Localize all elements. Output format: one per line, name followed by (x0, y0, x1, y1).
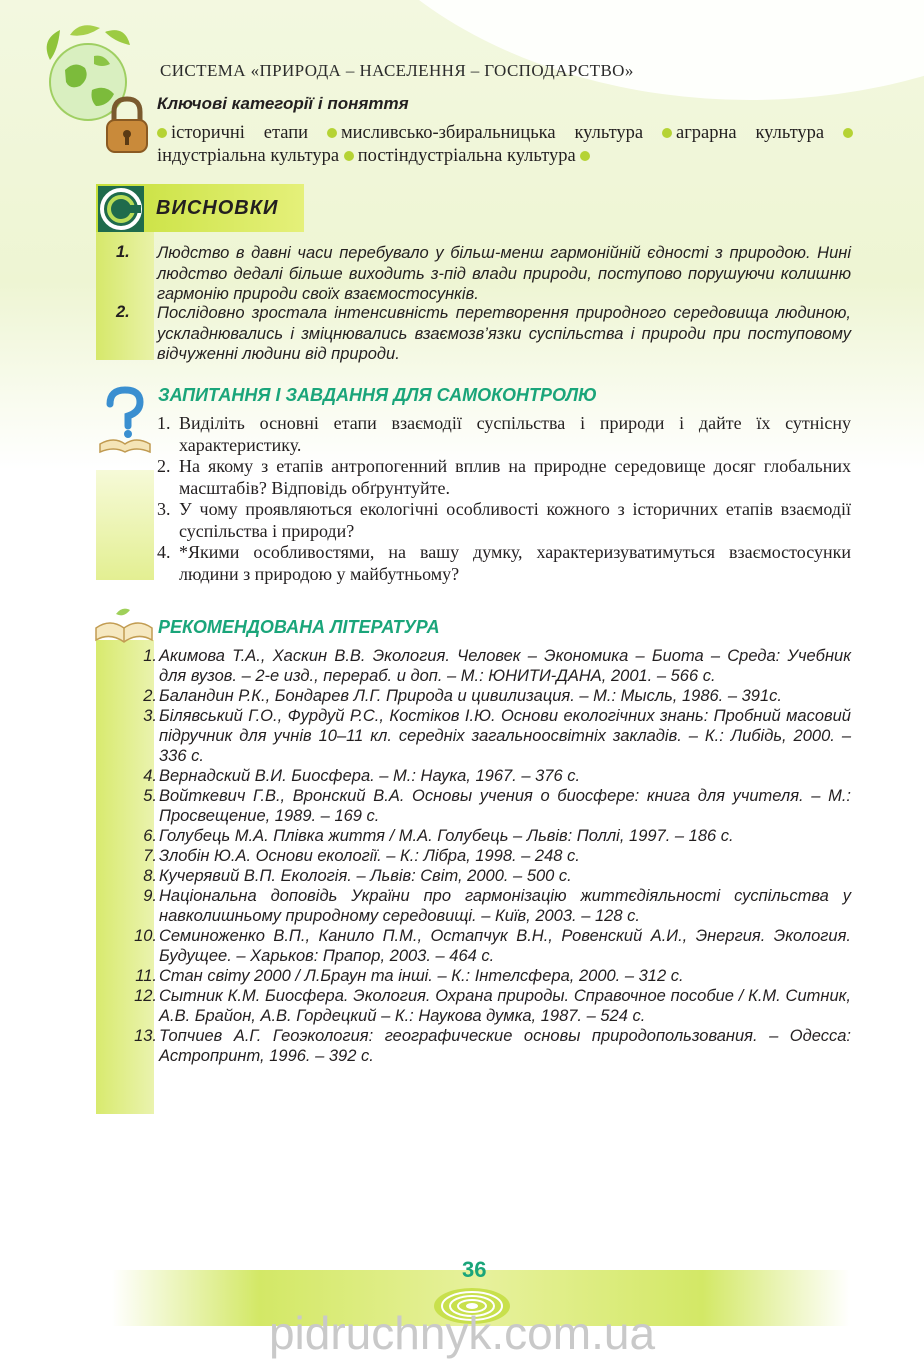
question-text: Виділіть основні етапи взаємодії суспільства і природи і дайте їх сутнісну характеристику. (179, 413, 851, 455)
key-concept-item: аграрна культура (675, 123, 825, 143)
literature-number: 12. (134, 987, 157, 1005)
literature-text: Вернадский В.И. Биосфера. – М.: Наука, 1967. – 376 с. (159, 767, 581, 785)
literature-item (100, 846, 851, 866)
page-number: 36 (462, 1257, 487, 1282)
key-concept-item: мисливсько-збиральницька культура (340, 123, 644, 143)
question-text: *Якими особливостями, на вашу думку, характеризуватимуться взаємостосунки людини з природою у майбутньому? (179, 542, 851, 584)
literature-item (100, 986, 851, 1026)
key-concept-item: індустріальна культура (157, 146, 340, 166)
literature-item (100, 706, 851, 766)
literature-item (100, 966, 851, 986)
literature-text: Голубець М.А. Плівка життя / М.А. Голубець – Львів: Поллі, 1997. – 186 с. (159, 827, 734, 845)
literature-item (100, 646, 851, 686)
bullet-dot (662, 128, 672, 138)
literature-number: 10. (134, 927, 157, 945)
literature-number: 5. (143, 787, 157, 805)
conclusion-number: 1. (116, 243, 130, 261)
questions-side-band (96, 470, 154, 580)
literature-number: 9. (143, 887, 157, 905)
bullet-dot (157, 128, 167, 138)
question-book-icon (96, 386, 154, 456)
literature-text: Акимова Т.А., Хаскин В.В. Экология. Человек – Экономика – Биота – Среда: Учебник для вузов. – 2-е изд., перераб. и доп. – М.: ЮНИТИ-ДАНА, 2001. – 566 с. (159, 647, 851, 685)
literature-text: Стан світу 2000 / Л.Браун та інші. – К.: Інтелсфера, 2000. – 312 с. (159, 967, 684, 985)
literature-text: Топчиев А.Г. Геоэкология: географические основы природопользования. – Одесса: Астропринт, 1996. – 392 с. (159, 1027, 851, 1065)
key-concepts-list (157, 122, 857, 168)
literature-number: 1. (143, 647, 157, 665)
watermark-text: pidruchnyk.com.ua (268, 1307, 656, 1359)
key-concepts-title: Ключові категорії і поняття (157, 94, 409, 113)
question-text: На якому з етапів антропогенний вплив на природне середовище досяг глобальних масштабів? Відповідь обґрунтуйте. (179, 456, 851, 498)
literature-number: 4. (143, 767, 157, 785)
literature-item (100, 1026, 851, 1066)
question-text: У чому проявляються екологічні особливості кожного з історичних етапів взаємодії суспільства і природи? (179, 499, 851, 541)
open-book-icon (94, 604, 154, 646)
literature-item (100, 826, 851, 846)
question-number: 2. (157, 456, 171, 476)
questions-title: ЗАПИТАННЯ І ЗАВДАННЯ ДЛЯ САМОКОНТРОЛЮ (158, 385, 597, 405)
key-concept-item: постіндустріальна культура (357, 146, 576, 166)
conclusions-icon (98, 186, 144, 232)
literature-number: 7. (143, 847, 157, 865)
question-item (157, 542, 851, 585)
question-item (157, 413, 851, 456)
key-concept-item: історичні етапи (171, 123, 309, 143)
literature-number: 8. (143, 867, 157, 885)
literature-text: Білявський Г.О., Фурдуй Р.С., Костіков І.Ю. Основи екологічних знань: Пробний масовий підручник для учнів 10–11 кл. середніх загальноосвітніх закладів. – К.: Либідь, 2000. – 336 с. (159, 707, 851, 765)
padlock-icon (104, 96, 150, 154)
literature-text: Національна доповідь України про гармонізацію життєдіяльності суспільства у навколишньому природному середовищі. – Київ, 2003. – 128 с. (159, 887, 851, 925)
conclusions-title: ВИСНОВКИ (156, 197, 279, 219)
questions-list (157, 413, 851, 585)
literature-number: 13. (134, 1027, 157, 1045)
literature-text: Злобін Ю.А. Основи екології. – К.: Лібра, 1998. – 248 с. (159, 847, 580, 865)
literature-item (100, 686, 851, 706)
bullet-dot (344, 151, 354, 161)
literature-item (100, 866, 851, 886)
literature-text: Баландин Р.К., Бондарев Л.Г. Природа и цивилизация. – М.: Мысль, 1986. – 391с. (159, 687, 782, 705)
bullet-dot (843, 128, 853, 138)
question-item (157, 499, 851, 542)
literature-text: Сытник К.М. Биосфера. Экология. Охрана природы. Справочное пособие / К.М. Ситник, А.В. Брайон, А.В. Гордецкий – К.: Наукова думка, 1987. – 524 с. (159, 987, 851, 1025)
literature-number: 2. (143, 687, 157, 705)
literature-text: Семиноженко В.П., Канило П.М., Остапчук В.Н., Ровенский А.И., Энергия. Экология. Будущее. – Харьков: Прапор, 2003. – 464 с. (159, 927, 851, 965)
literature-number: 11. (135, 967, 157, 985)
conclusion-text: Послідовно зростала інтенсивність перетворення природного середовища людиною, ускладнювались і зміцнювались взаємозв’язки суспільства і природи при поступовому відчуженні людини від природи. (157, 304, 851, 363)
literature-number: 6. (143, 827, 157, 845)
conclusion-text: Людство в давні часи перебувало у більш-менш гармонійній єдності з природою. Нині людство дедалі більше виходить з-під влади природи, поступово порушуючи колишню гармонію природи своїх взаємостосунків. (157, 244, 851, 303)
literature-number: 3. (143, 707, 157, 725)
question-number: 3. (157, 499, 171, 519)
running-header: СИСТЕМА «ПРИРОДА – НАСЕЛЕННЯ – ГОСПОДАРСТВО» (160, 61, 634, 80)
bullet-dot (580, 151, 590, 161)
question-number: 4. (157, 542, 171, 562)
literature-item (100, 786, 851, 826)
conclusion-number: 2. (116, 303, 130, 321)
bullet-dot (327, 128, 337, 138)
literature-text: Кучерявий В.П. Екологія. – Львів: Світ, 2000. – 500 с. (159, 867, 572, 885)
literature-text: Войткевич Г.В., Вронский В.А. Основы учения о биосфере: книга для учителя. – М.: Просвещение, 1989. – 169 с. (159, 787, 851, 825)
literature-item (100, 886, 851, 926)
question-number: 1. (157, 413, 171, 433)
literature-item (100, 766, 851, 786)
literature-item (100, 926, 851, 966)
question-item (157, 456, 851, 499)
literature-title: РЕКОМЕНДОВАНА ЛІТЕРАТУРА (158, 617, 440, 637)
literature-list (100, 646, 851, 1066)
